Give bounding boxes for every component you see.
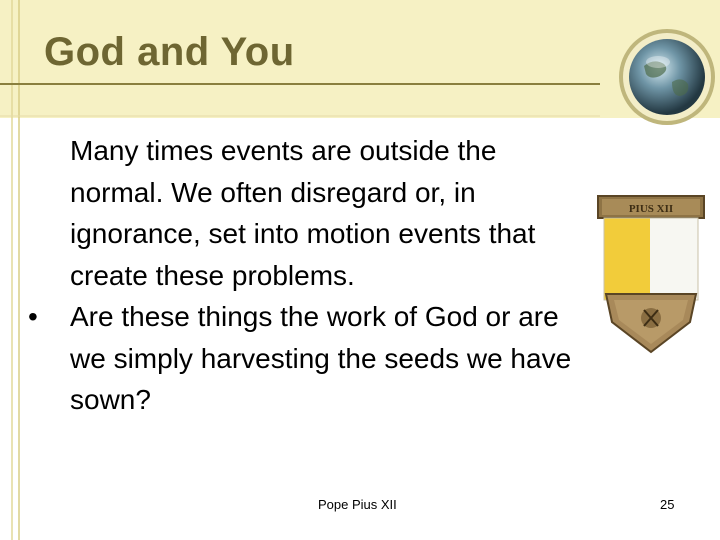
page-number: 25 <box>660 497 675 512</box>
globe-icon <box>614 24 720 130</box>
slide-title: God and You <box>44 30 295 74</box>
paragraph-1 <box>28 130 588 296</box>
body-text <box>28 130 588 421</box>
medal-inscription: PIUS XII <box>628 203 674 215</box>
bullet-2: • <box>28 301 38 332</box>
paragraph-1-text: Many times events are outside the normal. We often disregard or, in ignorance, set into motion events that create these problems. <box>70 135 536 291</box>
paragraph-2 <box>28 296 588 421</box>
paragraph-2-text: Are these things the work of God or are we simply harvesting the seeds we have sown? <box>70 301 572 415</box>
footer-text: Pope Pius XII <box>318 497 397 512</box>
medal-image <box>592 190 712 360</box>
